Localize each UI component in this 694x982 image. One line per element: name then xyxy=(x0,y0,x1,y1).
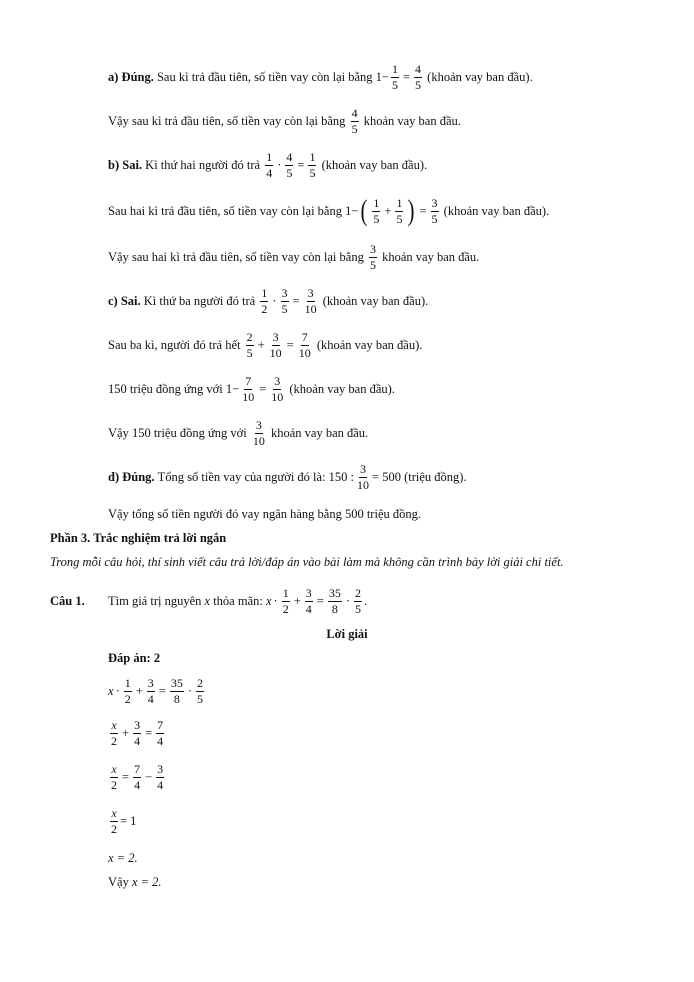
b-conclusion: Vậy sau hai kì trả đầu tiên, số tiền vay còn lại bằng $\frac{3}{5}$ khoản vay ban đầu. xyxy=(108,241,480,272)
c-title: c) Sai. xyxy=(108,293,141,308)
part3-heading: Phần 3. Trắc nghiệm trả lời ngắn xyxy=(50,530,227,545)
step-5: x = 2. xyxy=(108,850,138,865)
solution-heading: Lời giải xyxy=(326,626,368,641)
b-line1: b) Sai. Kì thứ hai người đó trả $\frac{1}{4}$ · $\frac{4}{5}$ = $\frac{1}{5}$ (khoản vay ban đầu). xyxy=(108,149,428,180)
a-line1: a) Đúng. Sau kì trả đầu tiên, số tiền vay còn lại bằng 1− $\frac{1}{5}$ = $\frac{4}{5}$ (khoản vay ban đầu). xyxy=(108,61,533,92)
c-line1: c) Sai. Kì thứ ba người đó trả $\frac{1}{2}$ · $\frac{3}{5}$ = $\frac{3}{10}$ (khoản vay ban đầu). xyxy=(108,285,429,316)
answer: Đáp án: 2 xyxy=(108,650,161,665)
b-line2: Sau hai kì trả đầu tiên, số tiền vay còn lại bằng 1− ( $\frac{1}{5}$ + $\frac{1}{5}$ ) = $\frac{3}{5}$ (khoản vay ban đầu). xyxy=(108,194,550,227)
c-line3: 150 triệu đồng ứng với 1− $\frac{7}{10}$ = $\frac{3}{10}$ (khoản vay ban đầu). xyxy=(108,373,395,404)
q1-line: Câu 1. Tìm giá trị nguyên x thỏa mãn: x · $\frac{1}{2}$ + $\frac{3}{4}$ = $\frac{35}{8}$ · $\frac{2}{5}$ . xyxy=(50,585,368,616)
d-conclusion: Vậy tổng số tiền người đó vay ngân hàng bằng 500 triệu đồng. xyxy=(108,506,421,521)
c-line2: Sau ba kì, người đó trả hết $\frac{2}{5}$ + $\frac{3}{10}$ = $\frac{7}{10}$ (khoản vay ban đầu). xyxy=(108,329,423,360)
d-title: d) Đúng. xyxy=(108,469,155,484)
a-conclusion: Vậy sau kì trả đầu tiên, số tiền vay còn lại bằng $\frac{4}{5}$ khoản vay ban đầu. xyxy=(108,105,461,136)
q1-label: Câu 1. xyxy=(50,593,85,608)
a-concl-frac: $\frac{4}{5}$ xyxy=(351,105,358,136)
a-frac2: $\frac{4}{5}$ xyxy=(415,61,422,92)
step-3: $\frac{x}{2}$ = $\frac{7}{4}$ − $\frac{3}{4}$ xyxy=(111,761,164,792)
a-frac1: $\frac{1}{5}$ xyxy=(391,61,398,92)
a-title: a) Đúng. xyxy=(108,69,154,84)
a-lead: 1− xyxy=(375,69,389,84)
step-2: $\frac{x}{2}$ + $\frac{3}{4}$ = $\frac{7}{4}$ xyxy=(111,717,164,748)
c-conclusion: Vậy 150 triệu đồng ứng với $\frac{3}{10}$ khoản vay ban đầu. xyxy=(108,417,369,448)
part3-instruction: Trong mỗi câu hỏi, thí sinh viết câu trả lời/đáp án vào bài làm mà không cần trình bày lời giải chi tiết. xyxy=(50,554,564,569)
step-4: $\frac{x}{2}$ = 1 xyxy=(111,805,137,836)
step-6: Vậy x = 2. xyxy=(108,874,162,889)
d-line1: d) Đúng. Tổng số tiền vay của người đó là: 150 : $\frac{3}{10}$ = 500 (triệu đồng). xyxy=(108,461,467,492)
a-unit: (khoản vay ban đầu). xyxy=(427,69,533,84)
b-title: b) Sai. xyxy=(108,157,143,172)
step-1: x · $\frac{1}{2}$ + $\frac{3}{4}$ = $\frac{35}{8}$ · $\frac{2}{5}$ xyxy=(108,675,204,706)
a-text: Sau kì trả đầu tiên, số tiền vay còn lại bằng xyxy=(156,69,373,84)
